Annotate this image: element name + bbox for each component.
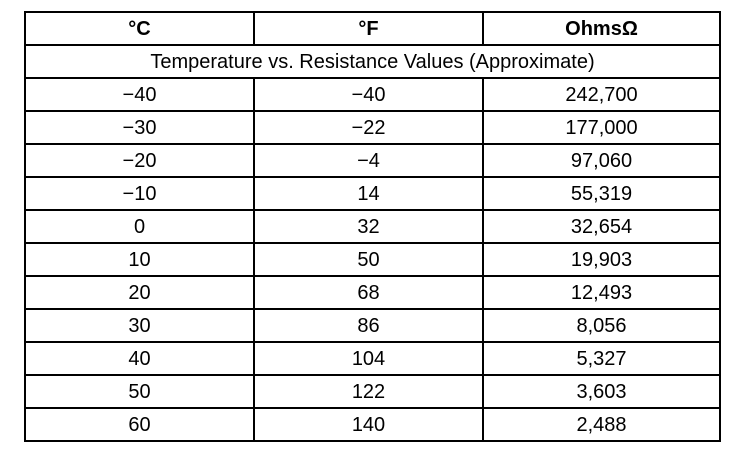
table-row (25, 78, 720, 111)
cell-ohms: 177,000 (483, 111, 720, 144)
cell-celsius: 40 (25, 342, 254, 375)
cell-ohms: 242,700 (483, 78, 720, 111)
cell-celsius: −30 (25, 111, 254, 144)
table-row (25, 111, 720, 144)
cell-ohms: 2,488 (483, 408, 720, 441)
cell-ohms: 3,603 (483, 375, 720, 408)
cell-ohms: 8,056 (483, 309, 720, 342)
cell-celsius: 10 (25, 243, 254, 276)
cell-ohms: 55,319 (483, 177, 720, 210)
table-row (25, 276, 720, 309)
table-row (25, 144, 720, 177)
cell-fahrenheit: −4 (254, 144, 483, 177)
table-row (25, 210, 720, 243)
table-row (25, 309, 720, 342)
cell-celsius: 20 (25, 276, 254, 309)
table-row (25, 342, 720, 375)
cell-fahrenheit: 14 (254, 177, 483, 210)
cell-ohms: 12,493 (483, 276, 720, 309)
cell-fahrenheit: 140 (254, 408, 483, 441)
caption-row (25, 45, 720, 78)
cell-ohms: 32,654 (483, 210, 720, 243)
cell-celsius: −10 (25, 177, 254, 210)
table-row (25, 375, 720, 408)
cell-fahrenheit: −22 (254, 111, 483, 144)
cell-celsius: 60 (25, 408, 254, 441)
cell-ohms: 97,060 (483, 144, 720, 177)
cell-celsius: −40 (25, 78, 254, 111)
table-row (25, 243, 720, 276)
cell-fahrenheit: −40 (254, 78, 483, 111)
header-row (25, 12, 720, 45)
cell-fahrenheit: 104 (254, 342, 483, 375)
header-fahrenheit: °F (254, 12, 483, 45)
cell-celsius: −20 (25, 144, 254, 177)
cell-fahrenheit: 68 (254, 276, 483, 309)
table-caption: Temperature vs. Resistance Values (Approximate) (25, 45, 720, 78)
temperature-resistance-table (24, 11, 721, 442)
cell-ohms: 5,327 (483, 342, 720, 375)
header-ohms: OhmsΩ (483, 12, 720, 45)
cell-celsius: 30 (25, 309, 254, 342)
cell-fahrenheit: 50 (254, 243, 483, 276)
cell-celsius: 0 (25, 210, 254, 243)
table-row (25, 408, 720, 441)
cell-celsius: 50 (25, 375, 254, 408)
header-celsius: °C (25, 12, 254, 45)
table-body (25, 78, 720, 441)
table-row (25, 177, 720, 210)
cell-ohms: 19,903 (483, 243, 720, 276)
cell-fahrenheit: 32 (254, 210, 483, 243)
cell-fahrenheit: 86 (254, 309, 483, 342)
cell-fahrenheit: 122 (254, 375, 483, 408)
